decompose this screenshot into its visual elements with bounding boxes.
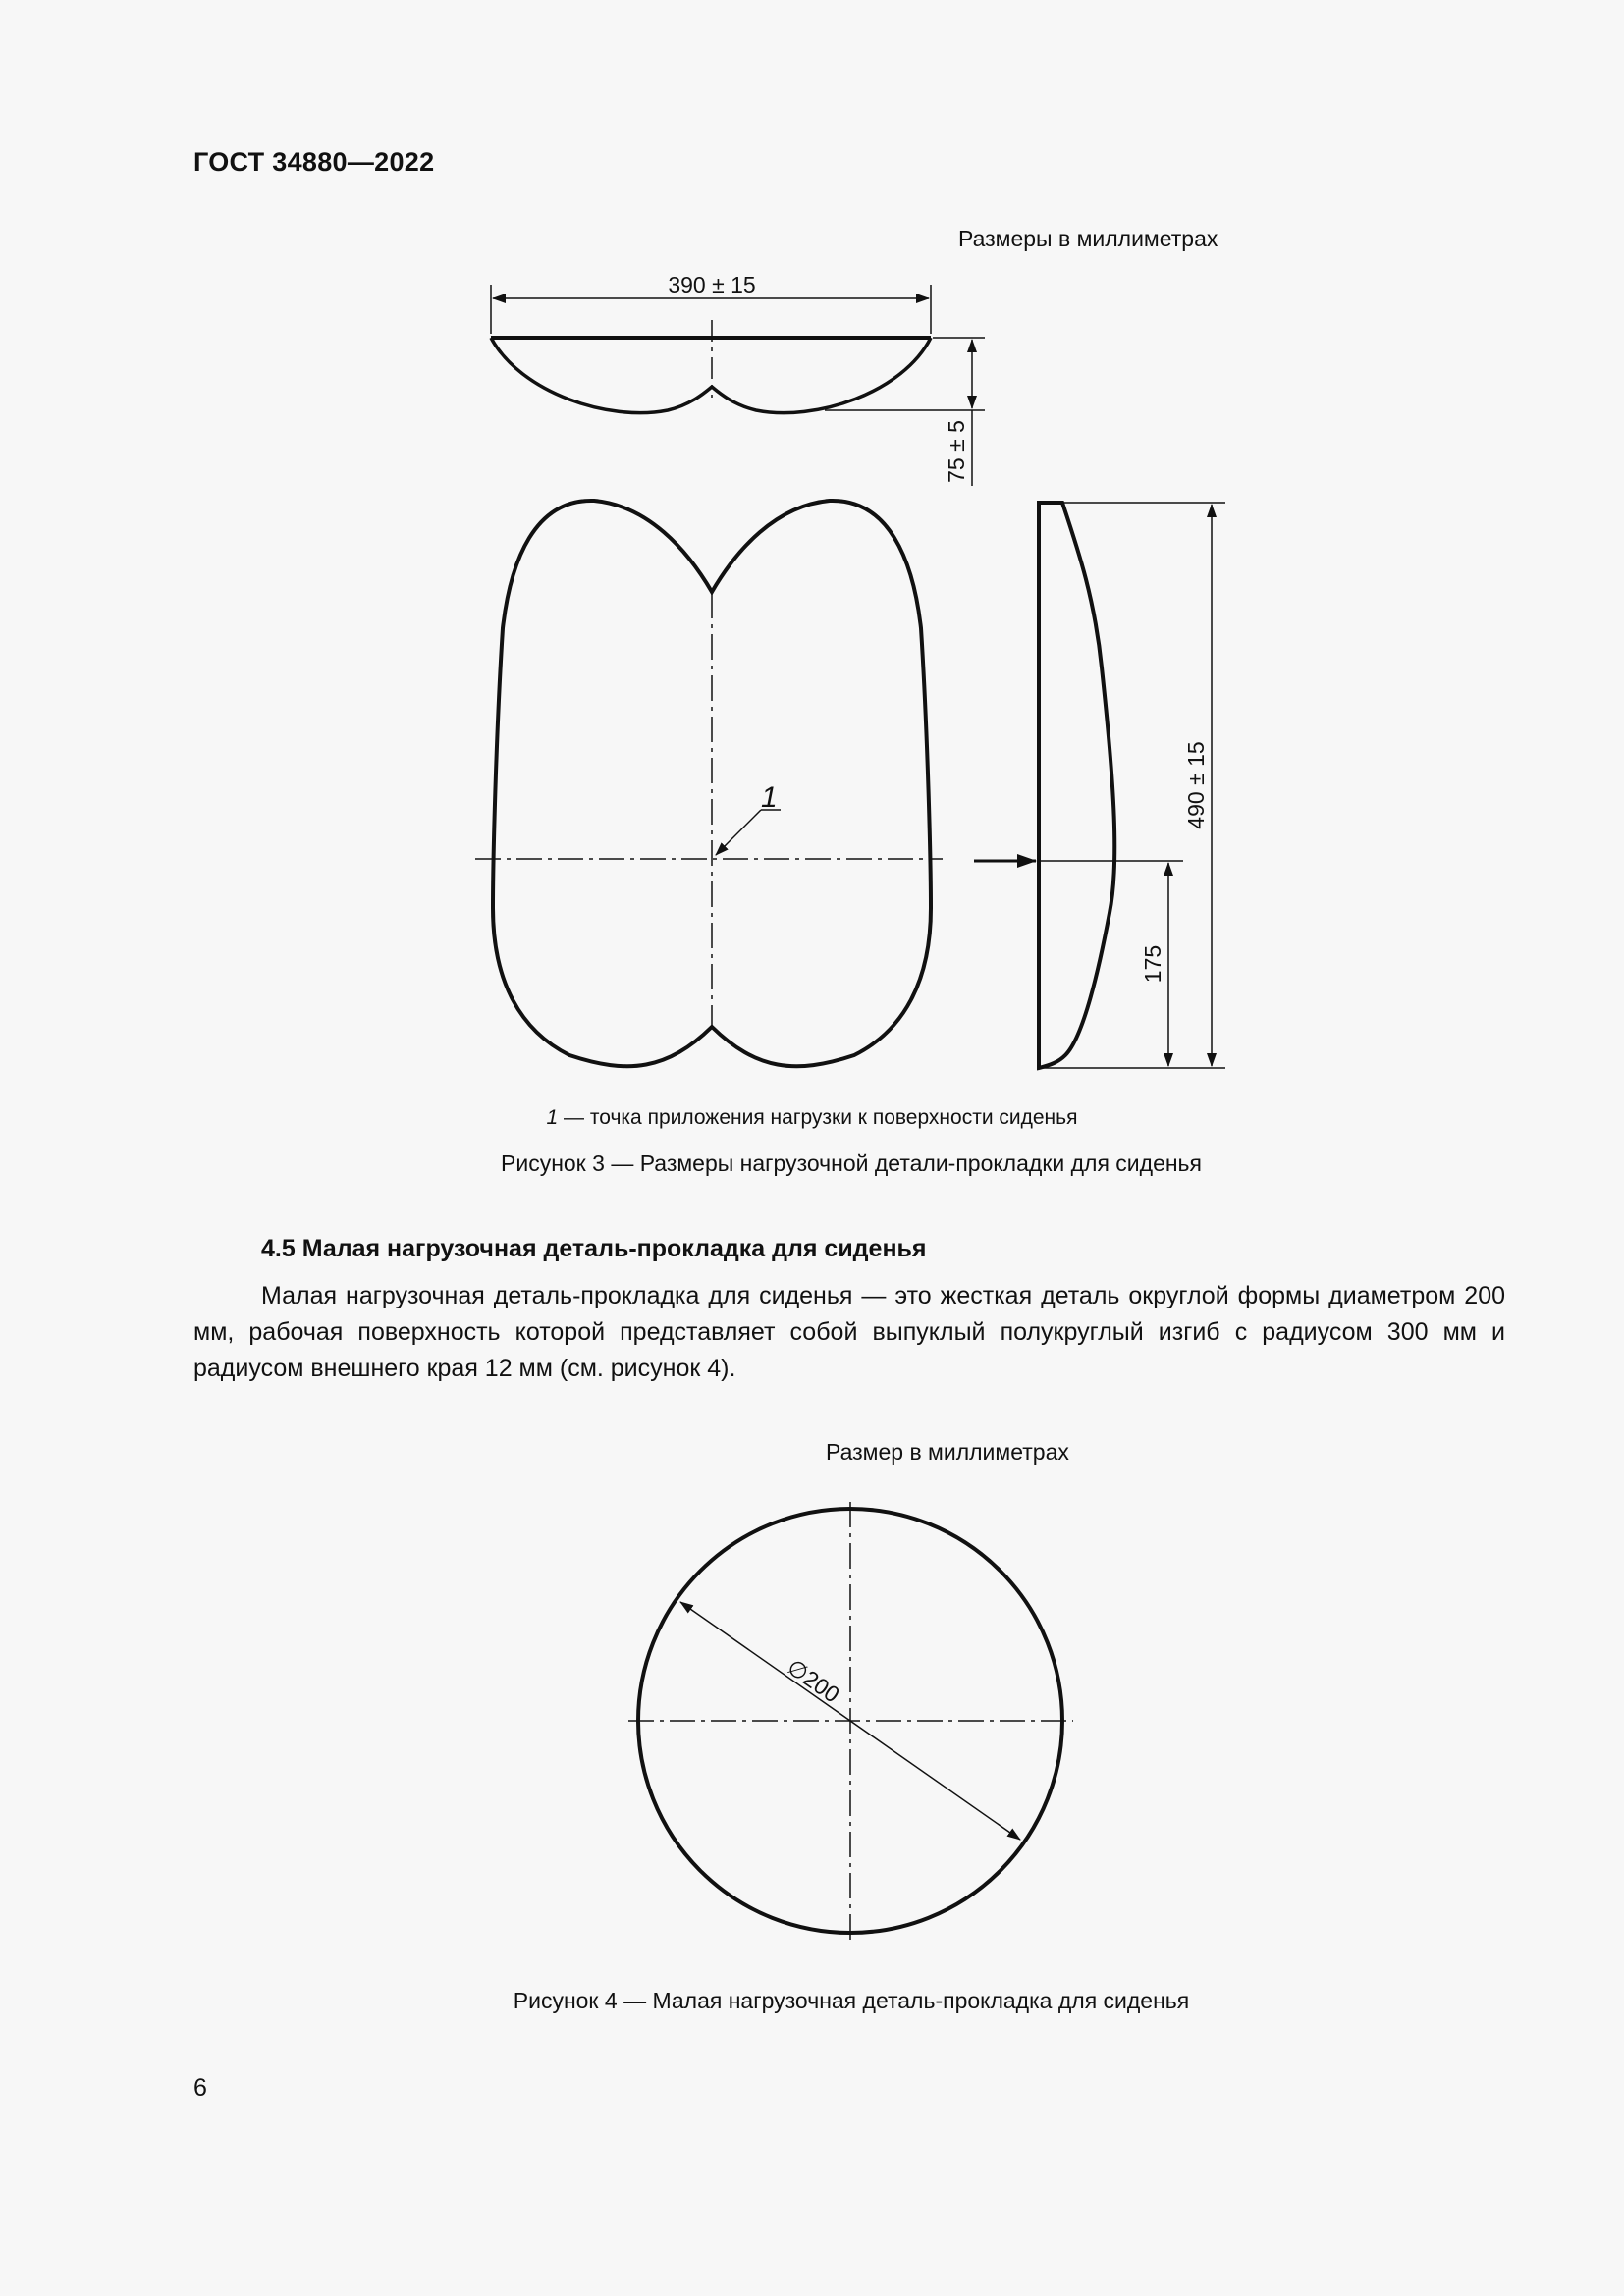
section-paragraph: Малая нагрузочная деталь-прокладка для сиденья — это жесткая деталь округлой формы диаметром 200 мм, рабочая поверхность которой представляет собой выпуклый полукруглый изгиб с радиусом 300 мм и радиусом внешнего края 12 мм (см. рисунок 4). bbox=[193, 1282, 1505, 1382]
figure3-caption: Рисунок 3 — Размеры нагрузочной детали-прокладки для сиденья bbox=[501, 1150, 1202, 1176]
document-header: ГОСТ 34880—2022 bbox=[193, 147, 435, 177]
cushion-side-view bbox=[1039, 503, 1114, 1068]
callout-number: 1 bbox=[761, 781, 778, 814]
section-title: 4.5 Малая нагрузочная деталь-прокладка для сиденья bbox=[261, 1235, 927, 1262]
page-number: 6 bbox=[193, 2074, 207, 2102]
figure3-legend bbox=[0, 1106, 1624, 1130]
dim-width-label: 390 ± 15 bbox=[668, 272, 756, 297]
dim-depth-label: 75 ± 5 bbox=[944, 420, 969, 483]
figure4-units-note: Размер в миллиметрах bbox=[826, 1439, 1069, 1465]
dim-load-height-label: 175 bbox=[1140, 944, 1165, 984]
legend-text: — точка приложения нагрузки к поверхности сиденья bbox=[558, 1106, 1078, 1129]
dim-diameter-label: ∅200 bbox=[783, 1653, 844, 1708]
cushion-top-view bbox=[491, 320, 931, 413]
cushion-front-view bbox=[475, 501, 943, 1066]
figure4-caption: Рисунок 4 — Малая нагрузочная деталь-прокладка для сиденья bbox=[513, 1988, 1190, 2013]
legend-number: 1 bbox=[546, 1106, 559, 1129]
dim-height-label: 490 ± 15 bbox=[1183, 741, 1209, 829]
figure3-units-note: Размеры в миллиметрах bbox=[958, 226, 1218, 251]
callout-leader bbox=[716, 810, 781, 855]
